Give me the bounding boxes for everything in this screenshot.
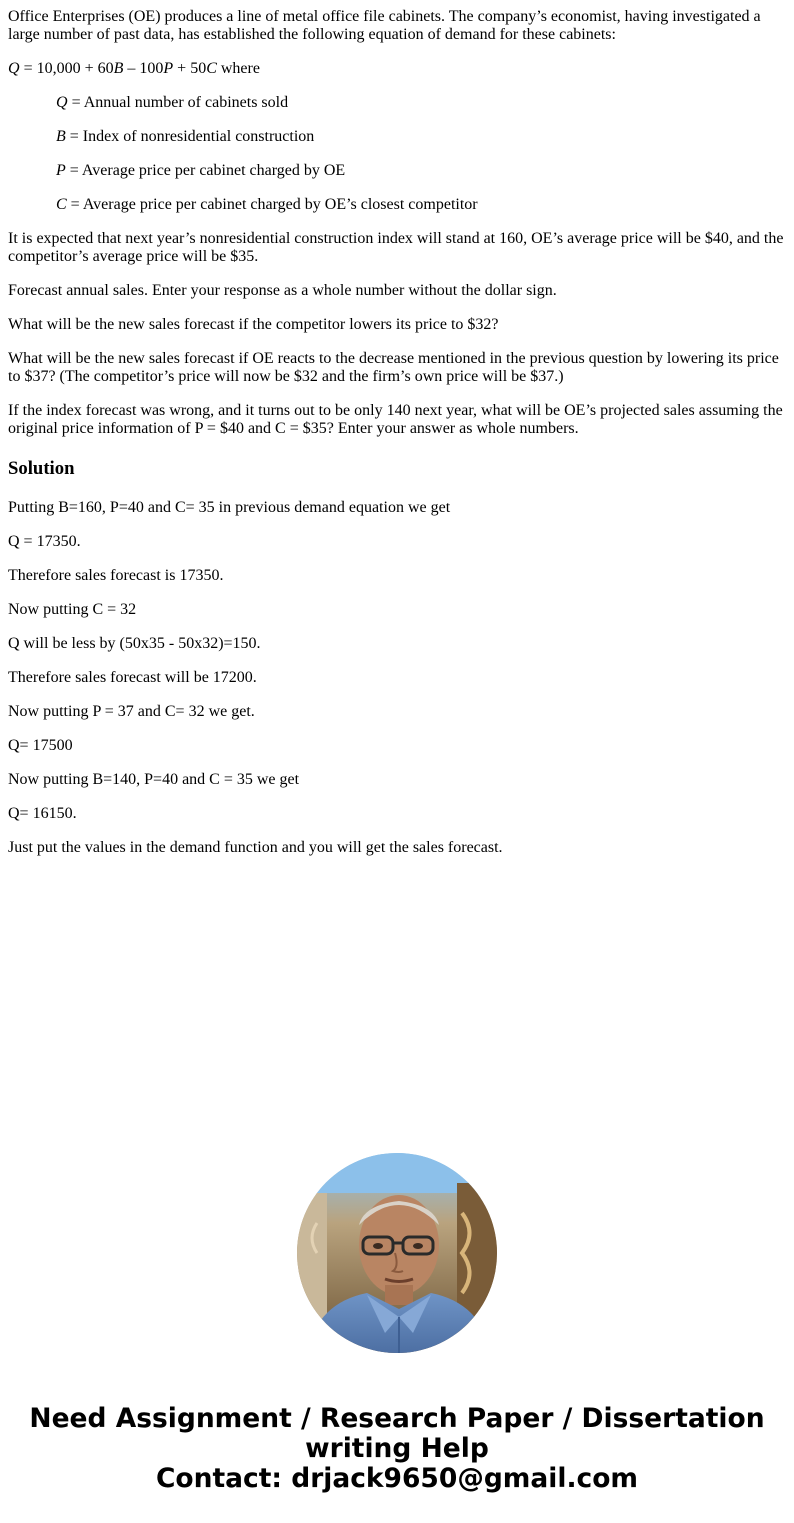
definition-p <box>8 162 786 180</box>
definition-q <box>8 94 786 112</box>
document-body <box>8 0 786 857</box>
solution-line: Just put the values in the demand function and you will get the sales forecast. <box>8 839 503 856</box>
contact-banner <box>0 1404 794 1494</box>
definition-b <box>8 128 786 146</box>
solution-line: Putting B=160, P=40 and C= 35 in previous demand equation we get <box>8 499 451 516</box>
solution-line: Q will be less by (50x35 - 50x32)=150. <box>8 635 261 652</box>
banner-line-2: writing Help <box>305 1433 489 1464</box>
solution-line: Therefore sales forecast is 17350. <box>8 567 224 584</box>
eq-part-2: – 100 <box>123 60 164 77</box>
banner-line-1: Need Assignment / Research Paper / Dissertation <box>29 1403 765 1434</box>
definition-symbol: Q <box>56 94 68 111</box>
definition-c <box>8 196 786 214</box>
banner-contact-email: Contact: drjack9650@gmail.com <box>155 1463 639 1494</box>
author-avatar <box>297 1153 497 1353</box>
eq-c-symbol: C <box>206 60 217 77</box>
eq-q-symbol: Q <box>8 60 20 77</box>
solution-line: Therefore sales forecast will be 17200. <box>8 669 257 686</box>
question-1: Forecast annual sales. Enter your response as a whole number without the dollar sign. <box>8 282 557 299</box>
eq-p-symbol: P <box>163 60 174 77</box>
question-expectation: It is expected that next year’s nonresidential construction index will stand at 160, OE’s average price will be $40, and the competitor’s average price will be $35. <box>8 230 784 265</box>
question-3: What will be the new sales forecast if OE reacts to the decrease mentioned in the previous question by lowering its price to $37? (The competitor’s price will now be $32 and the firm’s own price will be $37.) <box>8 350 779 385</box>
solution-line: Q = 17350. <box>8 533 81 550</box>
definition-symbol: C <box>56 196 67 213</box>
author-portrait-icon <box>297 1153 497 1353</box>
definition-text: = Index of nonresidential construction <box>65 128 315 145</box>
definition-text: = Average price per cabinet charged by OE’s closest competitor <box>66 196 478 213</box>
question-4: If the index forecast was wrong, and it turns out to be only 140 next year, what will be OE’s projected sales assuming the original price information of P = $40 and C = $35? Enter your answer as whole numbers. <box>8 402 783 437</box>
definition-symbol: P <box>56 162 66 179</box>
solution-line: Now putting B=140, P=40 and C = 35 we get <box>8 771 300 788</box>
solution-heading: Solution <box>8 458 75 479</box>
eq-part-4: where <box>216 60 260 77</box>
definition-text: = Annual number of cabinets sold <box>67 94 289 111</box>
solution-line: Now putting C = 32 <box>8 601 137 618</box>
solution-line: Now putting P = 37 and C= 32 we get. <box>8 703 255 720</box>
solution-line: Q= 16150. <box>8 805 77 822</box>
question-intro: Office Enterprises (OE) produces a line of metal office file cabinets. The company’s economist, having investigated a large number of past data, has established the following equation of demand for these cabinets: <box>8 8 761 43</box>
eq-b-symbol: B <box>113 60 124 77</box>
question-2: What will be the new sales forecast if the competitor lowers its price to $32? <box>8 316 499 333</box>
definition-text: = Average price per cabinet charged by OE <box>65 162 346 179</box>
demand-equation <box>8 60 786 78</box>
solution-line: Q= 17500 <box>8 737 73 754</box>
eq-part-1: = 10,000 + 60 <box>19 60 114 77</box>
definition-symbol: B <box>56 128 66 145</box>
eq-part-3: + 50 <box>173 60 207 77</box>
